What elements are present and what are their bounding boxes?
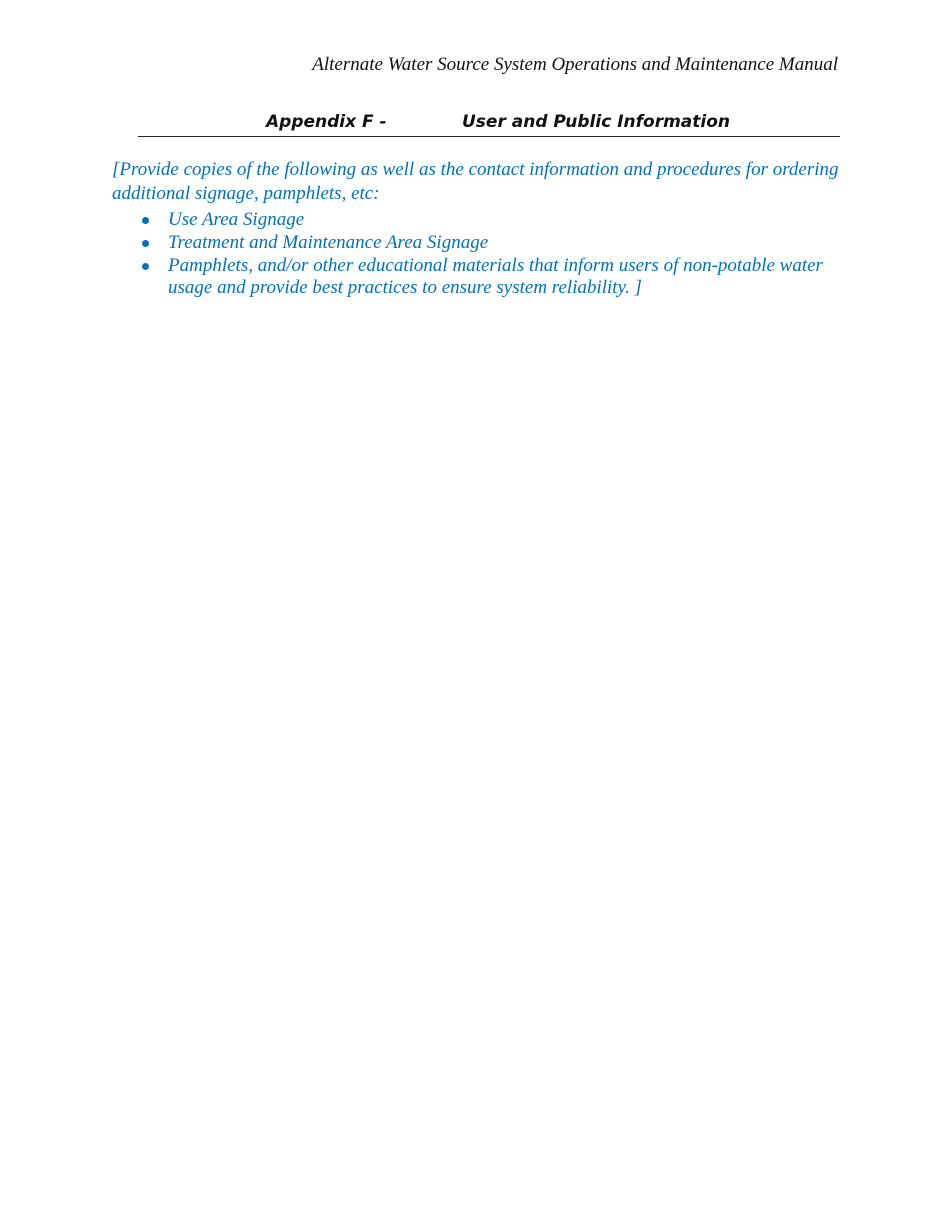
instructions-intro: [Provide copies of the following as well as the contact information and procedures for ordering additional signage, pamphlets, etc:: [112, 159, 839, 204]
bullet-icon: [142, 263, 149, 270]
appendix-label: Appendix F -: [266, 112, 387, 132]
list-item: [112, 209, 840, 231]
instructions-block: [112, 158, 840, 300]
list-item-text: Use Area Signage: [168, 209, 305, 230]
list-item-text: Treatment and Maintenance Area Signage: [168, 232, 489, 253]
list-item: [112, 255, 840, 299]
appendix-title: User and Public Information: [462, 112, 730, 132]
appendix-heading: [138, 110, 840, 137]
list-item: [112, 232, 840, 254]
list-item-text: Pamphlets, and/or other educational materials that inform users of non-potable water usage and provide best practices to ensure system reliability. ]: [168, 255, 823, 298]
running-header: Alternate Water Source System Operations and Maintenance Manual: [312, 54, 838, 75]
bullet-icon: [142, 240, 149, 247]
bullet-icon: [142, 217, 149, 224]
instructions-list: [112, 209, 840, 299]
